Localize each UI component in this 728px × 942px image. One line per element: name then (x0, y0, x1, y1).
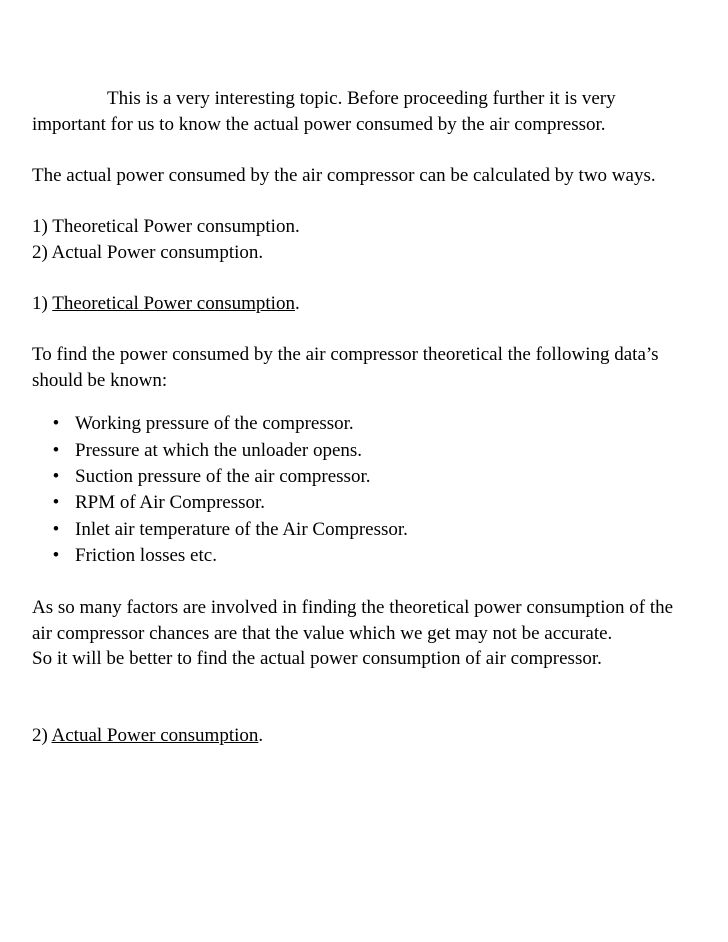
section2-punct: . (258, 725, 264, 747)
spacer (32, 672, 692, 723)
spacer (32, 316, 692, 342)
section1-heading-line (32, 291, 692, 317)
list-item (46, 464, 692, 490)
section1-lead: To find the power consumed by the air compressor theoretical the following data’s should be known: (32, 343, 659, 391)
list-item (46, 517, 692, 543)
bullet-icon: • (52, 413, 60, 435)
spacer (32, 393, 692, 411)
bullet-icon: • (52, 465, 60, 487)
spacer (32, 188, 692, 214)
bullet-icon: • (52, 545, 60, 567)
list-item-text: Inlet air temperature of the Air Compressor. (75, 518, 408, 540)
section1-number: 1) (32, 292, 53, 314)
data-requirements-list (32, 411, 692, 569)
list-item-text: Suction pressure of the air compressor. (75, 465, 371, 487)
section1-punct: . (294, 292, 300, 314)
list-item-text: Working pressure of the compressor. (75, 413, 354, 435)
section1-heading: Theoretical Power consumption (52, 292, 295, 314)
bullet-icon: • (52, 518, 60, 540)
bullet-icon: • (52, 492, 60, 514)
conclusion-paragraph-2: So it will be better to find the actual power consumption of air compressor. (32, 648, 602, 670)
list-item-text: Pressure at which the unloader opens. (75, 439, 363, 461)
method-item-2: 2) Actual Power consumption. (32, 241, 264, 263)
spacer (32, 265, 692, 291)
section2-heading: Actual Power consumption (51, 725, 259, 747)
conclusion-paragraph-1: As so many factors are involved in finding the theoretical power consumption of the air compressor chances are that the value which we get may not be accurate. (32, 597, 674, 644)
section2-heading-line (32, 723, 692, 749)
method-item-1: 1) Theoretical Power consumption. (32, 215, 300, 237)
list-item (46, 411, 692, 437)
intro-paragraph: This is a very interesting topic. Before proceeding further it is very important for us to know the actual power consumed by the air compressor. (32, 88, 616, 135)
list-item-text: Friction losses etc. (75, 545, 217, 567)
spacer (32, 570, 692, 596)
list-item (46, 490, 692, 516)
list-item (46, 438, 692, 464)
section2-number: 2) (32, 725, 52, 747)
list-item (46, 543, 692, 569)
methods-paragraph: The actual power consumed by the air compressor can be calculated by two ways. (32, 164, 656, 186)
bullet-icon: • (52, 439, 60, 461)
list-item-text: RPM of Air Compressor. (75, 492, 266, 514)
spacer (32, 137, 692, 163)
document-body (32, 86, 692, 749)
